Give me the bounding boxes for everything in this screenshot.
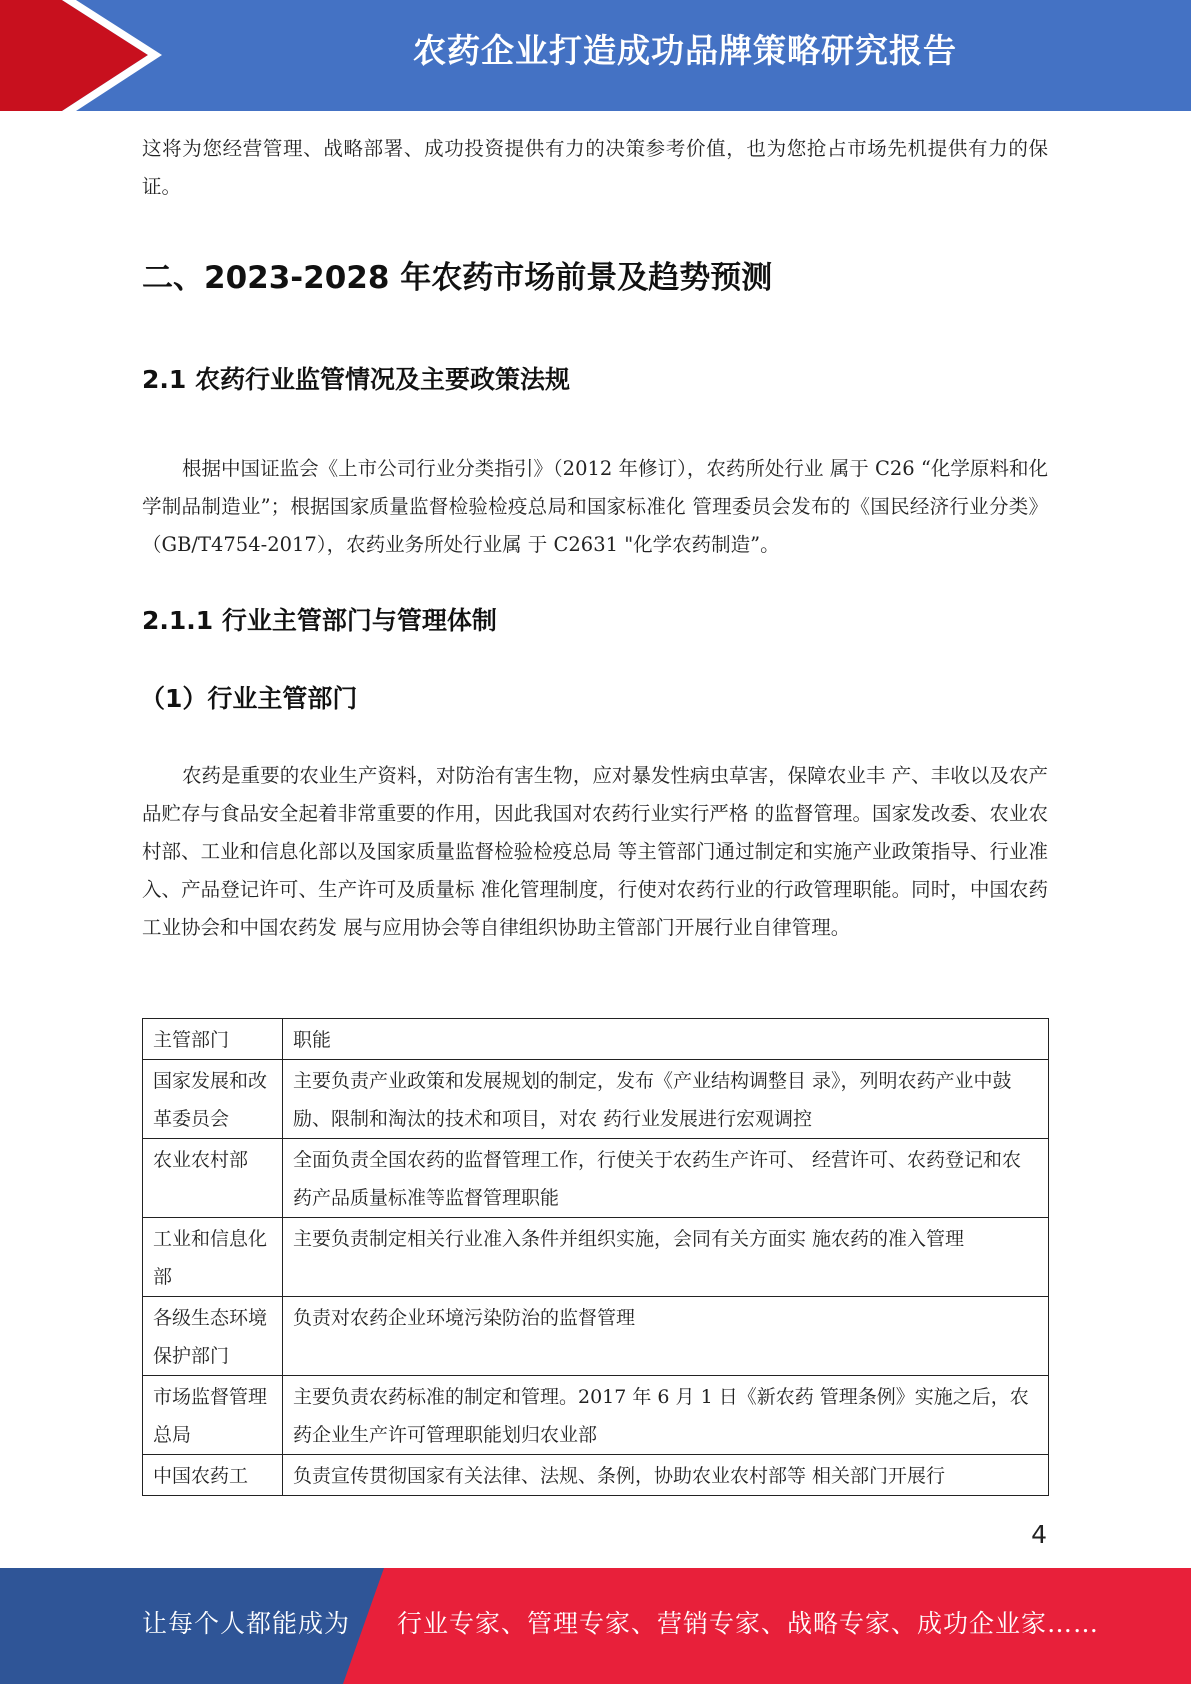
table-row [143, 1060, 1049, 1139]
page-number: 4 [1031, 1520, 1047, 1549]
table-cell-department: 农业农村部 [143, 1139, 283, 1218]
footer-slogan-right: 行业专家、管理专家、营销专家、战略专家、成功企业家…… [397, 1609, 1100, 1638]
department-table [142, 1018, 1049, 1496]
section-2-1-heading: 2.1 农药行业监管情况及主要政策法规 [142, 365, 570, 394]
table-cell-function: 负责对农药企业环境污染防治的监督管理 [283, 1297, 1049, 1376]
table-cell-function: 主要负责农药标准的制定和管理。2017 年 6 月 1 日《新农药 管理条例》实施之后，农药企业生产许可管理职能划归农业部 [283, 1376, 1049, 1455]
table-row [143, 1297, 1049, 1376]
footer-banner [0, 1568, 1191, 1684]
intro-paragraph: 这将为您经营管理、战略部署、成功投资提供有力的决策参考价值，也为您抢占市场先机提供有力的保证。 [142, 137, 1048, 198]
table-cell-function: 主要负责产业政策和发展规划的制定，发布《产业结构调整目 录》，列明农药产业中鼓励、限制和淘汰的技术和项目，对农 药行业发展进行宏观调控 [283, 1060, 1049, 1139]
table-cell-function: 负责宣传贯彻国家有关法律、法规、条例，协助农业农村部等 相关部门开展行 [283, 1455, 1049, 1496]
header-banner [0, 0, 1191, 111]
table-cell-department: 各级生态环境保护部门 [143, 1297, 283, 1376]
table-cell-function: 主要负责制定相关行业准入条件并组织实施，会同有关方面实 施农药的准入管理 [283, 1218, 1049, 1297]
intro-block [142, 130, 1048, 206]
section-2-1-1-heading: 2.1.1 行业主管部门与管理体制 [142, 606, 497, 635]
table-row [143, 1139, 1049, 1218]
table-cell-function: 全面负责全国农药的监督管理工作，行使关于农药生产许可、 经营许可、农药登记和农药产品质量标准等监督管理职能 [283, 1139, 1049, 1218]
subsection-1-heading: （1）行业主管部门 [140, 684, 358, 713]
subsection-1-paragraph: 农药是重要的农业生产资料，对防治有害生物，应对暴发性病虫草害，保障农业丰 产、丰收以及农产品贮存与食品安全起着非常重要的作用，因此我国对农药行业实行严格 的监督管理。国家发改委、农业农村部、工业和信息化部以及国家质量监督检验检疫总局 等主管部门通过制定和实施产业政策指导、行业准入、产品登记许可、生产许可及质量标 准化管理制度，行使对农药行业的行政管理职能。同时，中国农药工业协会和中国农药发 展与应用协会等自律组织协助主管部门开展行业自律管理。 [142, 764, 1048, 939]
report-title: 农药企业打造成功品牌策略研究报告 [413, 31, 957, 70]
table-cell-department: 国家发展和改革委员会 [143, 1060, 283, 1139]
table-row [143, 1455, 1049, 1496]
table-cell-department: 工业和信息化部 [143, 1218, 283, 1297]
table-row [143, 1218, 1049, 1297]
table-cell-department: 市场监督管理总局 [143, 1376, 283, 1455]
section-2-heading: 二、2023-2028 年农药市场前景及趋势预测 [142, 260, 773, 296]
table-header-cell: 职能 [283, 1019, 1049, 1060]
table-cell-department: 中国农药工 [143, 1455, 283, 1496]
footer-slogan-left: 让每个人都能成为 [142, 1609, 351, 1638]
section-2-1-body [142, 450, 1048, 564]
table-row [143, 1376, 1049, 1455]
section-2-1-paragraph: 根据中国证监会《上市公司行业分类指引》（2012 年修订），农药所处行业 属于 C26 “化学原料和化学制品制造业”；根据国家质量监督检验检疫总局和国家标准化 管理委员会发布的《国民经济行业分类》（GB/T4754-2017），农药业务所处行业属 于 C2631 "化学农药制造”。 [142, 457, 1048, 556]
table-header-cell: 主管部门 [143, 1019, 283, 1060]
table-header-row [143, 1019, 1049, 1060]
subsection-1-body [142, 757, 1048, 947]
